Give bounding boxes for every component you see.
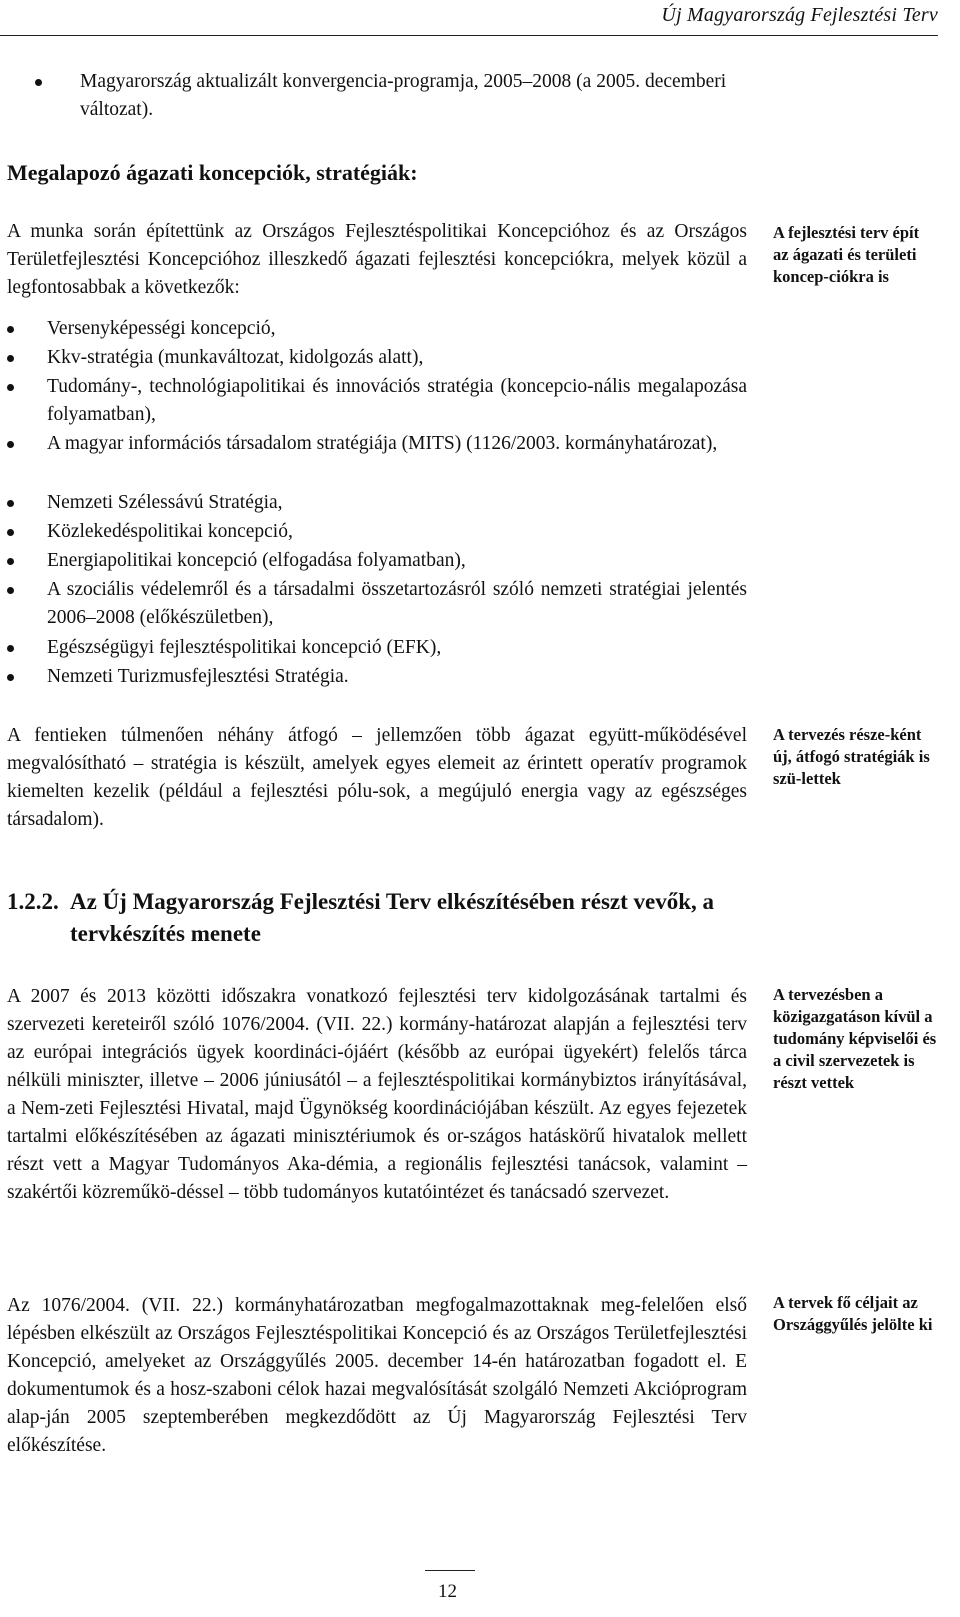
bullet-icon	[7, 500, 14, 507]
list-item-text: Egészségügyi fejlesztéspolitikai koncepció (EFK),	[47, 637, 442, 658]
list-item	[7, 547, 747, 575]
list-item-text: Nemzeti Turizmusfejlesztési Stratégia.	[47, 666, 349, 687]
list-item	[7, 576, 747, 632]
paragraph-1: A munka során építettünk az Országos Fejlesztéspolitikai Koncepcióhoz és az Országos Területfejlesztési Koncepcióhoz illeszkedő ágazati fejlesztési koncepciókra, melyek közül a legfontosabbak a következők:	[7, 221, 747, 298]
list-item	[7, 634, 747, 662]
list-item	[7, 518, 747, 546]
list-item-text: Energiapolitikai koncepció (elfogadása folyamatban),	[47, 550, 466, 571]
bullet-icon	[7, 587, 14, 594]
margin-note-4: A tervek fő céljait az Országgyűlés jelölte ki	[773, 1293, 933, 1334]
running-header: Új Magyarország Fejlesztési Terv	[661, 4, 938, 26]
margin-note-2: A tervezés része-ként új, átfogó stratégiák is szü-lettek	[773, 725, 930, 788]
list-item-text: Nemzeti Szélessávú Stratégia,	[47, 492, 283, 513]
list-item-intro	[35, 68, 747, 124]
paragraph-3: A 2007 és 2013 közötti időszakra vonatkozó fejlesztési terv kidolgozásának tartalmi és szervezeti kereteiről szóló 1076/2004. (VII. 22.) kormány-határozat alapján a fejlesztési terv az európai integrációs ügyek koordináci-ójáért (később az európai ügyekért) felelős tárca nélküli miniszter, illetve – 2006 júniusától – a fejlesztéspolitikai kormánybiztos irányításával, a Nem-zeti Fejlesztési Hivatal, majd Ügynökség koordinációjában készült. Az egyes fejezetek tartalmi előkészítésében az ágazati minisztériumok és or-szágos hatáskörű hivatalok mellett részt vett a Magyar Tudományos Aka-démia, a regionális fejlesztési tanácsok, valamint – szakértői közreműkö-déssel – több tudományos kutatóintézet és tanácsadó szervezet.	[7, 986, 747, 1203]
paragraph-2: A fentieken túlmenően néhány átfogó – jellemzően több ágazat együtt-működésével megvalósítható – stratégia is készült, amelyek egyes elemeit az érintett operatív programok kiemelten kezelik (például a fejlesztési pólu-sok, a megújuló energia vagy az egészséges társadalom).	[7, 725, 747, 830]
bullet-icon	[7, 674, 14, 681]
bullet-icon	[7, 384, 14, 391]
list-item-text: A magyar információs társadalom stratégiája (MITS) (1126/2003. kormányhatározat),	[47, 433, 718, 454]
list-item-text: Versenyképességi koncepció,	[47, 318, 276, 339]
list-item-text: Magyarország aktualizált konvergencia-programja, 2005–2008 (a 2005. decemberi változat).	[80, 71, 727, 120]
section-number: 1.2.2.	[7, 889, 59, 914]
bullet-icon	[7, 326, 14, 333]
list-item-text: Közlekedéspolitikai koncepció,	[47, 521, 293, 542]
bullet-icon	[35, 79, 42, 86]
list-item	[7, 663, 747, 691]
list-item-text: A szociális védelemről és a társadalmi összetartozásról szóló nemzeti stratégiai jelentés 2006–2008 (előkészületben),	[47, 579, 747, 628]
bullet-icon	[7, 558, 14, 565]
list-item	[7, 489, 747, 517]
bullet-icon	[7, 441, 14, 448]
subheading: Megalapozó ágazati koncepciók, stratégiák:	[7, 160, 418, 185]
paragraph-4: Az 1076/2004. (VII. 22.) kormányhatározatban megfogalmazottaknak meg-felelően első lépésben elkészült az Országos Fejlesztéspolitikai Koncepció és az Országos Területfejlesztési Koncepció, amelyeket az Országgyűlés 2005. december 14-én határozatban fogadott el. E dokumentumok és a hosz-szaboni célok hazai megvalósítását szolgáló Nemzeti Akcióprogram alap-ján 2005 szeptemberében megkezdődött az Új Magyarország Fejlesztési Terv előkészítése.	[7, 1295, 747, 1456]
margin-note-1: A fejlesztési terv épít az ágazati és területi koncep-ciókra is	[773, 223, 920, 286]
list-item	[7, 315, 747, 343]
bullet-icon	[7, 645, 14, 652]
list-item-text: Tudomány-, technológiapolitikai és innovációs stratégia (koncepcio-nális megalapozása folyamatban),	[47, 376, 747, 425]
list-item	[7, 430, 747, 458]
margin-note-3: A tervezésben a közigazgatáson kívül a tudomány képviselői és a civil szervezetek is részt vettek	[773, 985, 937, 1092]
list-item	[7, 344, 747, 372]
page-number: 12	[438, 1581, 457, 1602]
list-item-text: Kkv-stratégia (munkaváltozat, kidolgozás alatt),	[47, 347, 424, 368]
bullet-icon	[7, 355, 14, 362]
bullet-icon	[7, 529, 14, 536]
section-title: Az Új Magyarország Fejlesztési Terv elkészítésében részt vevők, a tervkészítés menete	[70, 889, 715, 946]
header-divider	[0, 35, 938, 36]
footer-divider	[425, 1570, 475, 1571]
list-item	[7, 373, 747, 429]
